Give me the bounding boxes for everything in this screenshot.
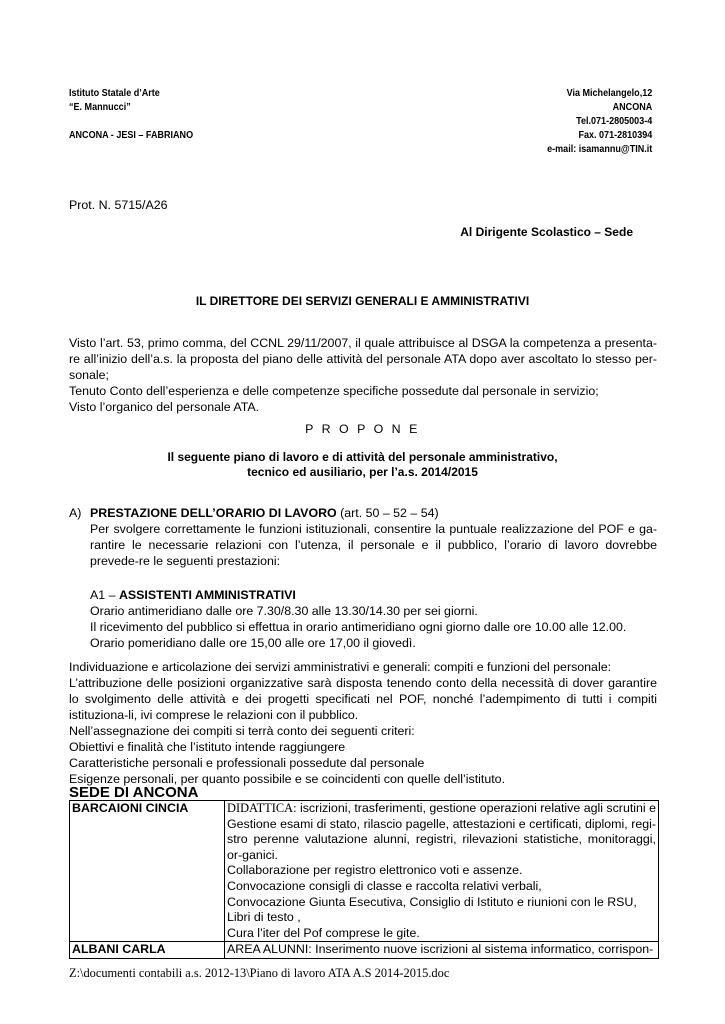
- section-a-content: [90, 505, 657, 651]
- duty-area: DIDATTICA:: [227, 801, 297, 815]
- school-name: Istituto Statale d’Arte: [69, 87, 160, 99]
- criteria-line: Individuazione e articolazione dei servizi amministrativi e generali: compiti e funzioni del personale:: [69, 660, 612, 674]
- section-letter: A): [69, 506, 82, 520]
- city-line: ANCONA: [612, 101, 652, 113]
- duty-line: [227, 801, 656, 863]
- recipient-line: Al Dirigente Scolastico – Sede: [460, 225, 633, 239]
- plan-title: [0, 450, 725, 480]
- a1-heading: [90, 587, 657, 603]
- fax-line: Fax. 071-2810394: [578, 129, 652, 141]
- a1-line: Orario antimeridiano dalle ore 7.30/8.30 alle 13.30/14.30 per sei giorni.: [90, 604, 478, 618]
- duty-line: Libri di testo ,: [227, 910, 301, 925]
- staff-name: ALBANI CARLA: [70, 942, 225, 959]
- a1-line: Il ricevimento del pubblico si effettua in orario antimeridiano ogni giorno dalle ore 10.00 alle 12.00.: [90, 620, 627, 634]
- propone-heading: P R O P O N E: [305, 422, 420, 436]
- services-criteria: [69, 659, 657, 787]
- a1-line: Orario pomeridiano dalle ore 15,00 alle ore 17,00 il giovedì.: [90, 636, 416, 650]
- preamble: [69, 335, 657, 415]
- duty-text: iscrizioni, trasferimenti, gestione operazioni relative agli scrutini e Gestione esami di stato, rilascio pagelle, attestazioni e certificati, diplomi, regi-stro perenne valutazione alunni, registri, rilevazioni statistiche, monitoraggi, or-ganici.: [227, 801, 657, 862]
- criteria-line: Caratteristiche personali e professionali possedute dal personale: [69, 756, 425, 770]
- preamble-paragraph: Visto l’art. 53, primo comma, del CCNL 29/11/2007, il quale attribuisce al DSGA la competenza a presenta-re all’inizio dell’a.s. la proposta del piano delle attività del personale ATA dopo aver ascoltato lo stesso per-sonale;: [69, 336, 657, 382]
- protocol-number: Prot. N. 5715/A26: [69, 198, 168, 212]
- plan-title-line: Il seguente piano di lavoro e di attività del personale amministrativo,: [167, 450, 558, 464]
- criteria-line: L’attribuzione delle posizioni organizzative sarà disposta tenendo conto della necessità di dover garantire lo svolgimento delle attività e dei progetti specificati nel POF, nonché l’adempimento di tutti i compiti istituziona-li, ivi comprese le relazioni con il pubblico.: [69, 676, 657, 722]
- sede-title: SEDE DI ANCONA: [69, 784, 199, 801]
- document-title: IL DIRETTORE DEI SERVIZI GENERALI E AMMINISTRATIVI: [195, 294, 530, 308]
- subsection-a1: [90, 587, 657, 651]
- staff-duties: [225, 942, 659, 959]
- address-line: Via Michelangelo,12: [566, 87, 652, 99]
- phone-line: Tel.071-2805003-4: [575, 115, 652, 127]
- section-a-heading: [90, 505, 657, 521]
- file-path-footer: Z:\documenti contabili a.s. 2012-13\Piano di lavoro ATA A.S 2014-2015.doc: [69, 966, 450, 980]
- plan-title-line: tecnico ed ausiliario, per l’a.s. 2014/2015: [247, 465, 478, 479]
- a1-prefix: A1 –: [90, 588, 119, 602]
- school-header: [69, 86, 193, 142]
- staff-duties: [225, 801, 659, 942]
- section-a-ref: (art. 50 – 52 – 54): [336, 506, 439, 520]
- school-dedication: “E. Mannucci”: [69, 101, 131, 113]
- table-row: [70, 942, 659, 959]
- table-row: [70, 801, 659, 942]
- staff-table: [69, 800, 659, 959]
- a1-title: ASSISTENTI AMMINISTRATIVI: [118, 588, 296, 602]
- criteria-line: Esigenze personali, per quanto possibile e se coincidenti con quelle dell’istituto.: [69, 772, 506, 786]
- criteria-line: Nell’assegnazione dei compiti si terrà conto dei seguenti criteri:: [69, 724, 415, 738]
- school-locations: ANCONA - JESI – FABRIANO: [69, 129, 194, 141]
- section-a: [69, 505, 657, 651]
- section-a-title: PRESTAZIONE DELL’ORARIO DI LAVORO: [90, 506, 337, 520]
- duty-line: Convocazione consigli di classe e raccolta relativi verbali,: [227, 878, 542, 893]
- preamble-paragraph: Visto l’organico del personale ATA.: [69, 400, 260, 414]
- preamble-paragraph: Tenuto Conto dell’esperienza e delle competenze specifiche possedute dal personale in servizio;: [69, 384, 599, 398]
- header-spacer: [69, 114, 193, 128]
- section-a-text: Per svolgere correttamente le funzioni istituzionali, consentire la puntuale realizzazione del POF e ga-rantire le necessarie relazioni con l’utenza, il personale e il pubblico, l’orario di lavoro dovrebbe prevede-re le seguenti prestazioni:: [90, 522, 657, 568]
- email-line: e-mail: isamannu@TIN.it: [546, 143, 652, 155]
- staff-name: BARCAIONI CINCIA: [70, 801, 225, 942]
- criteria-line: Obiettivi e finalità che l’istituto intende raggiungere: [69, 740, 346, 754]
- duty-line: Collaborazione per registro elettronico voti e assenze.: [227, 863, 523, 878]
- school-contacts: [547, 86, 652, 156]
- duty-line: Cura l’iter del Pof comprese le gite.: [227, 925, 420, 940]
- duty-line: Convocazione Giunta Esecutiva, Consiglio di Istituto e riunioni con le RSU,: [227, 894, 637, 909]
- duty-line: AREA ALUNNI: Inserimento nuove iscrizioni al sistema informatico, corrispon-: [227, 942, 654, 957]
